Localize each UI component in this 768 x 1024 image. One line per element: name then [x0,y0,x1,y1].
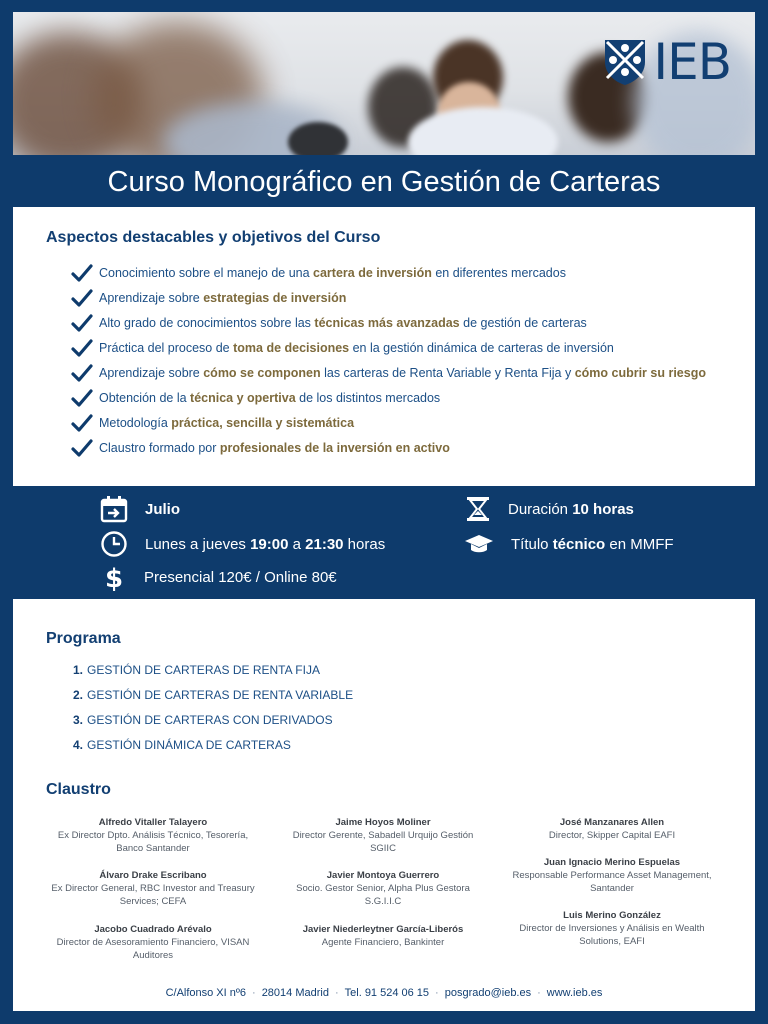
program-panel [13,599,755,1011]
info-month [100,494,180,524]
highlights-list [71,260,706,460]
list-item [71,410,706,435]
degree-text: Título técnico en MMFF [511,535,674,553]
item-text: Práctica del proceso de toma de decisiones en la gestión dinámica de carteras de inversión [99,340,614,355]
page-title: Curso Monográfico en Gestión de Carteras [107,166,661,198]
list-item [71,360,706,385]
item-text: Aprendizaje sobre cómo se componen las carteras de Renta Variable y Renta Fija y cómo cubrir su riesgo [99,365,706,380]
schedule-text: Lunes a jueves 19:00 a 21:30 horas [145,535,386,553]
list-item [71,285,706,310]
faculty-member: Javier Niederleytner García-Liberós Agente Financiero, Bankinter [302,924,464,948]
item-text: Obtención de la técnica y opertiva de los distintos mercados [99,390,441,405]
item-text: Conocimiento sobre el manejo de una cartera de inversión en diferentes mercados [99,265,566,280]
checkmark-icon [71,314,93,332]
faculty-member: Javier Montoya Guerrero Socio. Gestor Senior, Alpha Plus Gestora S.G.I.I.C [296,870,470,907]
faculty-member: Jaime Hoyos Moliner Director Gerente, Sabadell Urquijo Gestión SGIIC [292,817,474,854]
item-text: Claustro formado por profesionales de la inversión en activo [99,440,450,455]
info-duration [464,494,634,524]
list-item [71,310,706,335]
list-item [71,260,706,285]
hero-photo [13,12,755,155]
item-text: Metodología práctica, sencilla y sistemática [99,415,355,430]
ieb-logo [603,32,731,92]
list-item: 1. GESTIÓN DE CARTERAS DE RENTA FIJA [73,662,320,677]
checkmark-icon [71,439,93,457]
list-item: 2. GESTIÓN DE CARTERAS DE RENTA VARIABLE [73,687,354,702]
programa-heading: Programa [46,630,121,647]
website-link[interactable]: www.ieb.es [546,987,603,999]
address-text: C/Alfonso XI nº6 [165,987,247,999]
faculty-member: Jacobo Cuadrado Arévalo Director de Asesoramiento Financiero, VISAN Auditores [56,924,250,961]
checkmark-icon [71,289,93,307]
list-item [71,385,706,410]
clock-icon [100,530,128,558]
claustro-heading: Claustro [46,781,111,798]
programa-list [73,657,353,757]
faculty-member: Juan Ignacio Merino Espuelas Responsable Performance Asset Management, Santander [512,857,712,894]
month-value: Julio [145,500,181,518]
checkmark-icon [71,364,93,382]
dollar-icon [100,563,128,591]
highlights-heading: Aspectos destacables y objetivos del Curso [46,229,381,246]
graduation-cap-icon [464,530,494,558]
item-text: Aprendizaje sobre estrategias de inversión [99,290,347,305]
price-text: Presencial 120€ / Online 80€ [144,568,337,586]
item-text: Alto grado de conocimientos sobre las técnicas más avanzadas de gestión de carteras [99,315,587,330]
list-item [71,335,706,360]
svg-text:$: $ [104,564,124,591]
duration-text: Duración 10 horas [508,500,634,518]
list-item: 4. GESTIÓN DINÁMICA DE CARTERAS [73,737,291,752]
hourglass-icon [464,495,492,523]
info-price [100,562,337,592]
info-schedule [100,529,385,559]
faculty-member: Alfredo Vitaller Talayero Ex Director Dpto. Análisis Técnico, Tesorería, Banco Santander [57,817,249,854]
checkmark-icon [71,339,93,357]
logo-text: IEB [653,33,731,91]
contact-footer: C/Alfonso XI nº6 · 28014 Madrid · Tel. 91 524 06 15 · posgrado@ieb.es · www.ieb.es [165,987,603,999]
checkmark-icon [71,414,93,432]
phone-link[interactable]: Tel. 91 524 06 15 [344,987,430,999]
faculty-member: Luis Merino González Director de Inversiones y Análisis en Wealth Solutions, EAFI [519,910,705,947]
highlights-panel [13,207,755,486]
postal-text: 28014 Madrid [261,987,329,999]
faculty-member: Álvaro Drake Escribano Ex Director General, RBC Investor and Treasury Services; CEFA [51,870,255,907]
list-item [71,435,706,460]
info-degree [464,529,674,559]
checkmark-icon [71,264,93,282]
checkmark-icon [71,389,93,407]
list-item: 3. GESTIÓN DE CARTERAS CON DERIVADOS [73,712,333,727]
shield-icon [603,38,647,86]
faculty-member: José Manzanares Allen Director, Skipper Capital EAFI [548,817,676,841]
email-link[interactable]: posgrado@ieb.es [444,987,532,999]
calendar-icon [100,495,128,523]
